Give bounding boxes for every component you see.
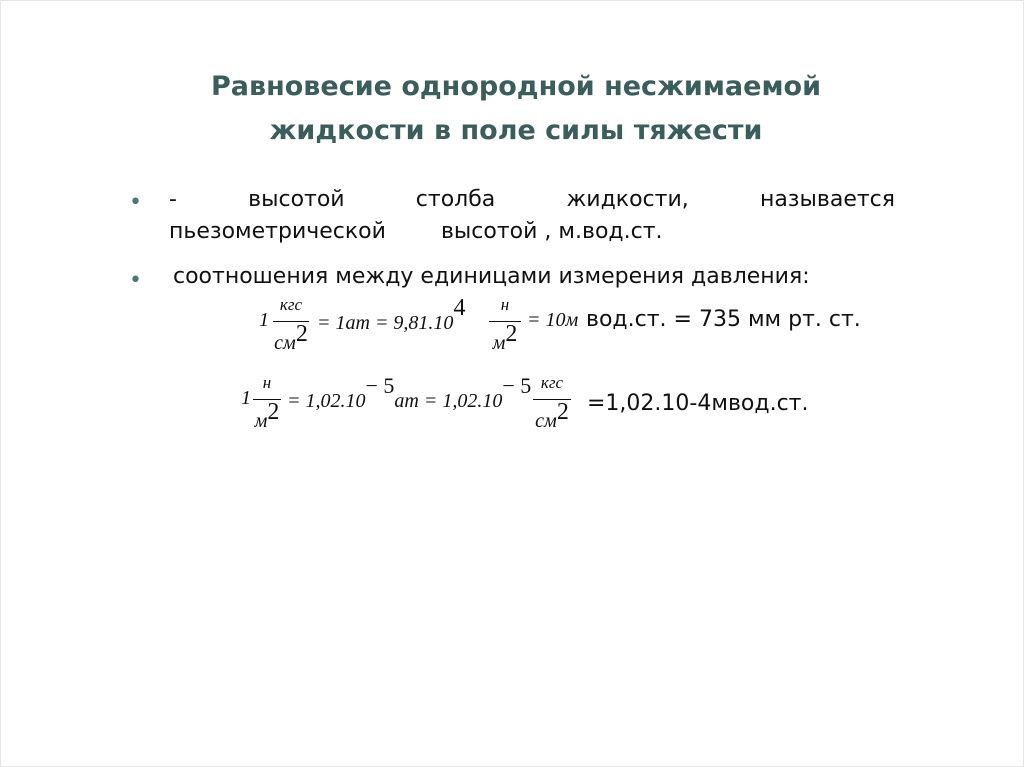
bullet-1-unit: высотой , м.вод.ст. bbox=[440, 219, 663, 244]
formula-2-fraction-1 bbox=[251, 373, 283, 445]
formula-2-fraction-2 bbox=[531, 373, 573, 445]
bullet-2: соотношения между единицами измерения давления: bbox=[173, 264, 810, 289]
fraction-denominator: м2 bbox=[492, 321, 518, 354]
fraction-denominator: см2 bbox=[274, 321, 308, 354]
fraction-numerator: н bbox=[500, 295, 510, 314]
bullet-1-word: высотой bbox=[248, 187, 345, 212]
bullet-1-term: пьезометрической bbox=[169, 219, 386, 244]
fraction-denominator: см2 bbox=[535, 399, 569, 432]
fraction-numerator: н bbox=[262, 373, 272, 392]
bullet-1-line-1 bbox=[169, 187, 895, 219]
bullet-1 bbox=[169, 187, 895, 251]
formula-1-tail: вод.ст. = 735 мм рт. ст. bbox=[586, 307, 861, 332]
formula-1 bbox=[259, 295, 589, 365]
formula-1-fraction-2 bbox=[487, 295, 523, 365]
bullet-marker: • bbox=[129, 268, 142, 293]
fraction-numerator: кгс bbox=[540, 373, 564, 392]
formula-1-middle: = 1ат = 9,81.104 bbox=[317, 295, 466, 334]
title-line-1: Равновесие однородной несжимаемой bbox=[211, 71, 821, 102]
formula-2-lead: 1 bbox=[241, 387, 251, 409]
formula-1-end: = 10м bbox=[527, 309, 579, 331]
formula-2-middle: = 1,02.10− 5ат = 1,02.10− 5 bbox=[287, 373, 532, 412]
formula-2-tail: =1,02.10-4мвод.ст. bbox=[587, 391, 809, 416]
bullet-1-word: - bbox=[169, 187, 177, 212]
fraction-numerator: кгс bbox=[279, 295, 303, 314]
bullet-1-word: столба bbox=[415, 187, 496, 212]
bullet-1-word: жидкости, bbox=[566, 187, 689, 212]
formula-1-fraction-1 bbox=[271, 295, 311, 365]
slide-title bbox=[131, 65, 901, 153]
bullet-1-word: называется bbox=[759, 187, 895, 212]
fraction-denominator: м2 bbox=[254, 399, 280, 432]
formula-2 bbox=[241, 373, 581, 445]
bullet-1-line-2 bbox=[169, 219, 895, 251]
bullet-marker: • bbox=[129, 190, 142, 215]
formula-1-lead: 1 bbox=[259, 309, 269, 331]
title-line-2: жидкости в поле силы тяжести bbox=[269, 115, 763, 146]
